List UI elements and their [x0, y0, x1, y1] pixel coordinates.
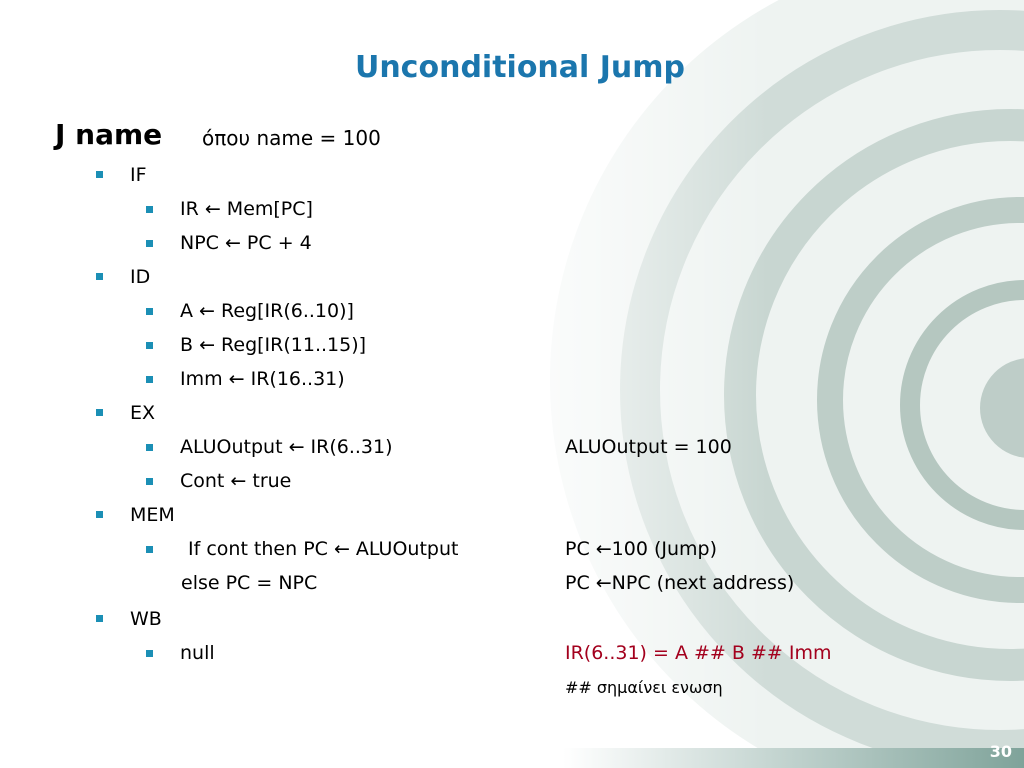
- wb-item: null: [180, 642, 215, 664]
- bullet-icon: [96, 615, 103, 622]
- slide-title: Unconditional Jump: [354, 50, 686, 85]
- wb-note-2: ## σημαίνει ενωση: [565, 678, 723, 697]
- bullet-icon: [146, 478, 153, 485]
- ex-note: ALUOutput = 100: [565, 436, 732, 458]
- id-item-3: Imm ← IR(16..31): [180, 368, 345, 390]
- bullet-icon: [146, 444, 153, 451]
- stage-id-label: ID: [130, 266, 151, 288]
- stage-wb-label: WB: [130, 608, 162, 630]
- mem-line-2: else PC = NPC: [181, 572, 318, 594]
- footer-bar: [0, 748, 1024, 768]
- bullet-icon: [146, 650, 153, 657]
- stage-if-label: IF: [130, 164, 147, 186]
- mem-note-1: PC ←100 (Jump): [565, 538, 718, 560]
- stage-ex-label: EX: [130, 402, 156, 424]
- stage-mem-label: MEM: [130, 504, 175, 526]
- bullet-icon: [96, 409, 103, 416]
- instruction-note: όπου name = 100: [202, 126, 381, 150]
- id-item-1: A ← Reg[IR(6..10)]: [180, 300, 354, 322]
- bullet-icon: [146, 376, 153, 383]
- id-item-2: B ← Reg[IR(11..15)]: [180, 334, 367, 356]
- wb-note-1: IR(6..31) = A ## B ## Imm: [565, 642, 832, 664]
- bullet-icon: [146, 206, 153, 213]
- bullet-icon: [146, 240, 153, 247]
- instruction-heading: J name: [55, 118, 163, 151]
- bullet-icon: [96, 511, 103, 518]
- if-item-2: NPC ← PC + 4: [180, 232, 312, 254]
- if-item-1: IR ← Mem[PC]: [180, 198, 313, 220]
- mem-line-1: If cont then PC ← ALUOutput: [188, 538, 459, 560]
- bullet-icon: [146, 546, 153, 553]
- bullet-icon: [146, 308, 153, 315]
- bullet-icon: [146, 342, 153, 349]
- page-number: 30: [989, 742, 1012, 761]
- bullet-icon: [96, 171, 103, 178]
- bullet-icon: [96, 273, 103, 280]
- ex-item-1: ALUOutput ← IR(6..31): [180, 436, 393, 458]
- mem-note-2: PC ←NPC (next address): [565, 572, 795, 594]
- ex-item-2: Cont ← true: [180, 470, 292, 492]
